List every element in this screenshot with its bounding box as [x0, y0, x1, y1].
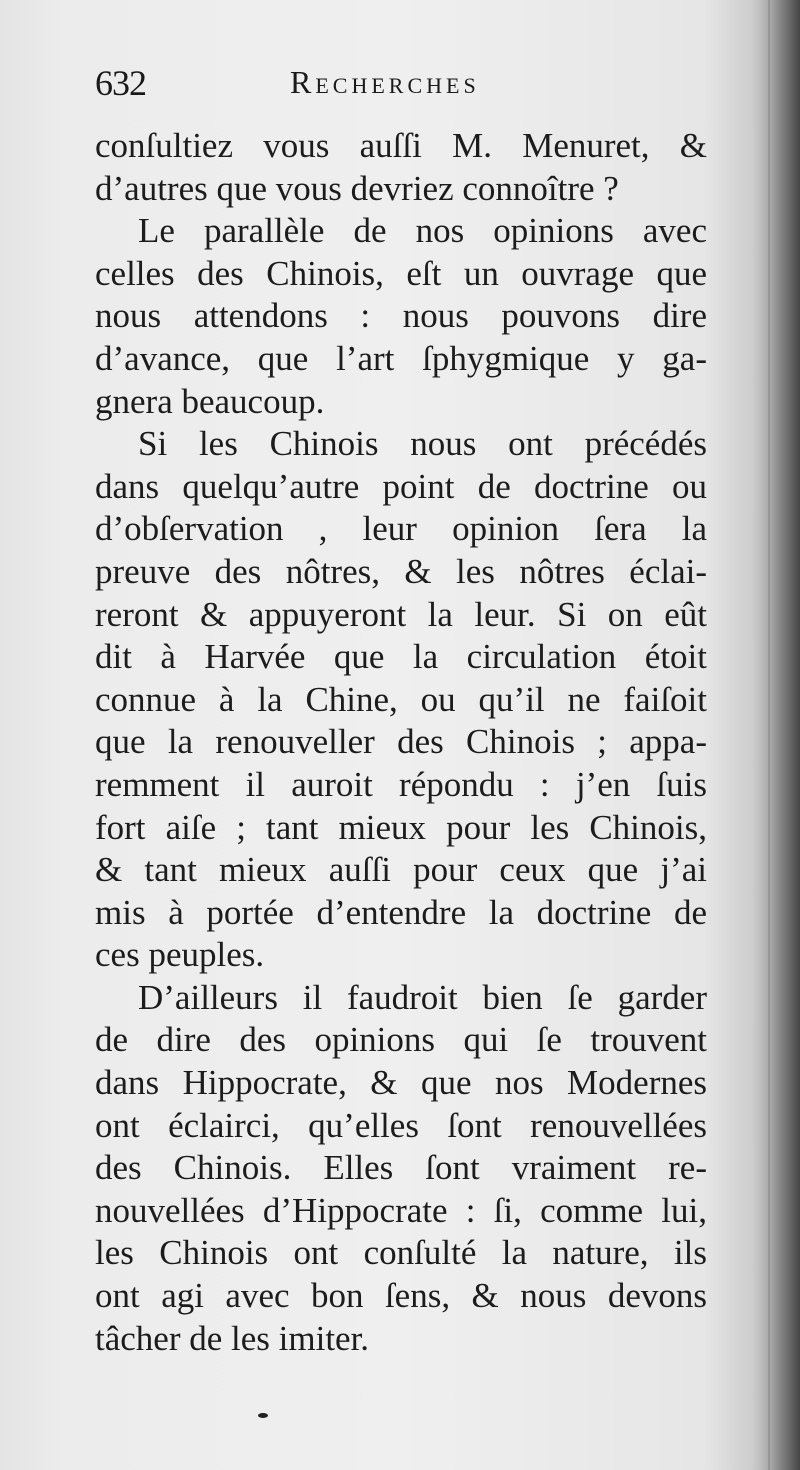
paragraph	[95, 125, 707, 210]
page-edge-line	[768, 0, 770, 1470]
text-line: reront & appuyeront la leur. Si on eût	[95, 594, 707, 634]
page-edge-shadow	[752, 0, 800, 1470]
text-line: Le parallèle de nos opinions avec	[138, 211, 707, 251]
page-header	[95, 62, 705, 112]
text-line: dans quelqu’autre point de doctrine ou	[95, 466, 707, 506]
text-line: mis à portée d’entendre la doctrine de	[95, 892, 707, 932]
text-line: d’avance, que l’art ſphygmique y ga-	[95, 338, 707, 378]
text-line: d’obſervation , leur opinion ſera la	[95, 509, 707, 549]
paragraph	[95, 977, 707, 1360]
text-line: tâcher de les imiter.	[95, 1318, 370, 1358]
page-number: 632	[95, 63, 146, 103]
text-line: dans Hippocrate, & que nos Modernes	[95, 1063, 707, 1103]
text-line: conſultiez vous auſſi M. Menuret, &	[95, 126, 707, 165]
paragraph	[95, 423, 707, 977]
ink-speck	[258, 1413, 268, 1418]
text-line: de dire des opinions qui ſe trouvent	[95, 1020, 707, 1060]
text-line: d’autres que vous devriez connoître ?	[95, 168, 619, 208]
body-text	[95, 125, 707, 1360]
running-head: Recherches	[290, 64, 480, 100]
text-line: D’ailleurs il faudroit bien ſe garder	[138, 977, 707, 1017]
text-line: ces peuples.	[95, 935, 265, 975]
text-line: Si les Chinois nous ont précédés	[138, 424, 707, 464]
text-line: & tant mieux auſſi pour ceux que j’ai	[95, 850, 707, 890]
text-line: connue à la Chine, ou qu’il ne faiſoit	[95, 679, 707, 719]
text-line: dit à Harvée que la circulation étoit	[95, 637, 707, 677]
text-line: fort aiſe ; tant mieux pour les Chinois,	[95, 807, 707, 847]
text-line: que la renouveller des Chinois ; appa-	[95, 722, 707, 762]
text-line: des Chinois. Elles ſont vraiment re-	[95, 1148, 707, 1188]
text-line: les Chinois ont conſulté la nature, ils	[95, 1233, 707, 1273]
paragraph	[95, 210, 707, 423]
text-line: nouvellées d’Hippocrate : ſi, comme lui,	[95, 1190, 707, 1230]
text-line: gnera beaucoup.	[95, 381, 325, 421]
text-line: ont éclairci, qu’elles ſont renouvellées	[95, 1105, 707, 1145]
text-line: nous attendons : nous pouvons dire	[95, 296, 707, 336]
text-line: preuve des nôtres, & les nôtres éclai-	[95, 551, 707, 591]
text-line: ont agi avec bon ſens, & nous devons	[95, 1276, 707, 1316]
text-line: celles des Chinois, eſt un ouvrage que	[95, 253, 707, 293]
text-line: remment il auroit répondu : j’en ſuis	[95, 764, 707, 804]
